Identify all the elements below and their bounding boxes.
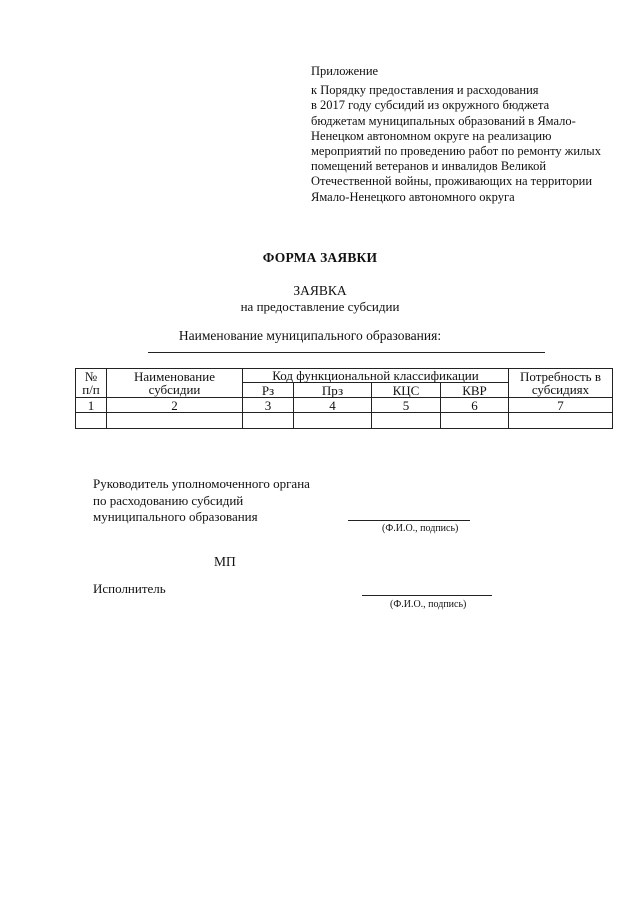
column-number: 3 [243,398,294,413]
executor-signature-line[interactable] [362,595,492,596]
header-number-line2: п/п [82,382,100,397]
appendix-line: мероприятий по проведению работ по ремонту жилых [311,144,601,159]
subheader-prz: Прз [294,383,372,398]
table-cell[interactable] [509,413,613,429]
subheader-kvr: КВР [441,383,509,398]
appendix-title: Приложение [311,64,379,78]
header-code-group: Код функциональной классификации [243,369,509,383]
appendix-line: бюджетам муниципальных образований в Ямало- [311,113,576,128]
appendix-block [311,64,631,205]
header-name-cell [107,369,243,398]
subheader-rz: Рз [243,383,294,398]
column-number: 2 [107,398,243,413]
subsidy-request-table [75,368,613,429]
table-cell[interactable] [294,413,372,429]
form-title: ФОРМА ЗАЯВКИ [262,250,378,265]
header-name-line1: Наименование [134,369,215,384]
column-number: 5 [372,398,441,413]
head-line: муниципального образования [93,509,258,524]
column-number: 4 [294,398,372,413]
table-cell[interactable] [76,413,107,429]
appendix-line: помещений ветеранов и инвалидов Великой [311,159,547,174]
request-subtitle: на предоставление субсидии [240,299,400,314]
municipality-label: Наименование муниципального образования: [178,328,442,343]
header-need-line1: Потребность в [520,369,601,384]
head-signature-hint: (Ф.И.О., подпись) [382,523,459,534]
table-cell[interactable] [441,413,509,429]
appendix-line: Отечественной войны, проживающих на территории [311,174,593,189]
header-name-line2: субсидии [148,382,201,397]
header-number-cell [76,369,107,398]
column-number: 1 [76,398,107,413]
table-cell[interactable] [107,413,243,429]
executor-signature-hint: (Ф.И.О., подпись) [390,599,467,610]
table-header-row [76,369,613,383]
header-need-cell [509,369,613,398]
table-row [76,413,613,429]
subheader-kcs: КЦС [372,383,441,398]
head-line: по расходованию субсидий [93,492,244,508]
appendix-line: в 2017 году субсидий из окружного бюджета [311,98,550,113]
header-number-line1: № [84,369,98,384]
appendix-line: к Порядку предоставления и расходования [311,83,539,98]
executor-label: Исполнитель [93,581,166,596]
table-number-row [76,398,613,413]
appendix-line: Ненецком автономном округе на реализацию [311,128,552,143]
head-line: Руководитель уполномоченного органа [93,476,310,491]
head-signature-block [93,476,310,526]
request-title: ЗАЯВКА [293,283,347,298]
column-number: 7 [509,398,613,413]
stamp-label: МП [214,554,236,569]
table-cell[interactable] [372,413,441,429]
table-cell[interactable] [243,413,294,429]
appendix-line: Ямало-Ненецкого автономного округа [311,189,515,204]
header-need-line2: субсидиях [531,382,590,397]
column-number: 6 [441,398,509,413]
municipality-input-line[interactable] [148,352,545,353]
head-signature-line[interactable] [348,520,470,521]
